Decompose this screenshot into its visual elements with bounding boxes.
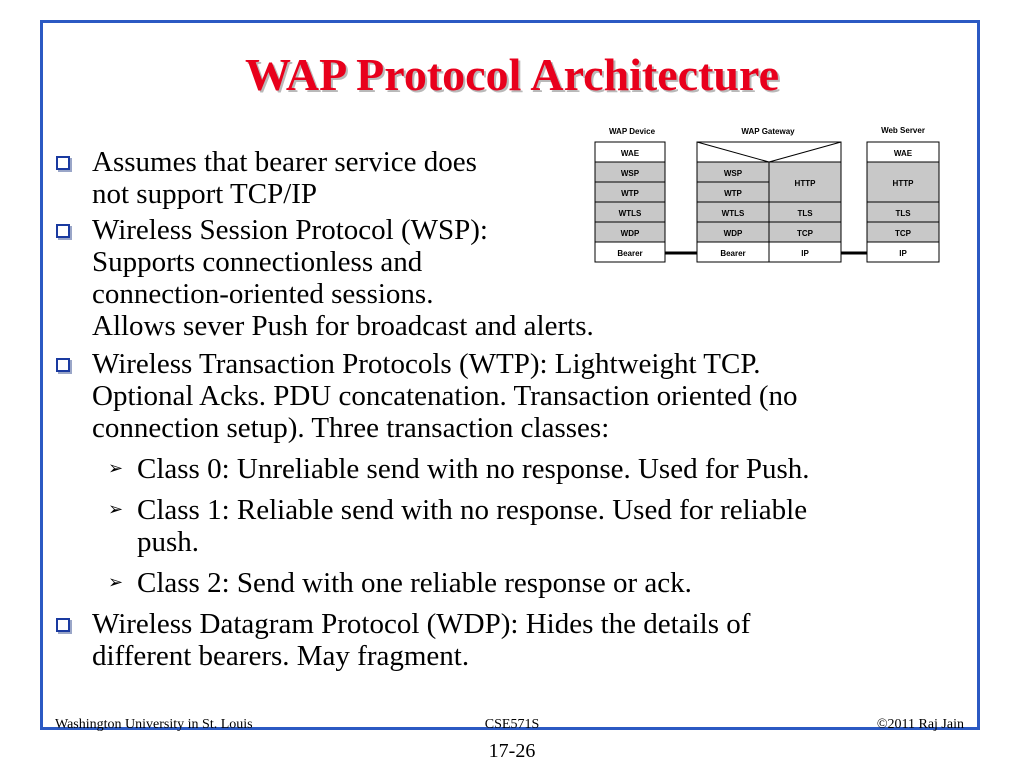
gateway-layer: WDP [723, 229, 743, 238]
footer-copyright: ©2011 Raj Jain [876, 717, 964, 732]
server-layer: TCP [895, 229, 911, 238]
bullet-line: Allows sever Push for broadcast and alerts. [92, 310, 594, 342]
bullet-item [56, 608, 946, 672]
gateway-layer: HTTP [794, 179, 816, 188]
bullet-item [56, 146, 946, 210]
gateway-layer: Bearer [720, 249, 746, 258]
arrow-bullet-icon: ➢ [108, 572, 124, 593]
bullet-item [56, 348, 946, 444]
server-layer: WAE [893, 149, 913, 158]
device-layer: WAE [620, 149, 640, 158]
device-layer: WSP [620, 169, 640, 178]
sub-bullet-line: Class 2: Send with one reliable response or ack. [137, 567, 692, 599]
server-layer: IP [899, 249, 907, 258]
sub-bullet-line: push. [137, 526, 200, 558]
device-layer: WTP [621, 189, 639, 198]
server-label: Web Server [881, 126, 925, 135]
sub-bullet-line: Class 1: Reliable send with no response. Used for reliable [137, 494, 808, 526]
bullet-line: connection setup). Three transaction classes: [92, 412, 610, 444]
gateway-label: WAP Gateway [741, 127, 795, 136]
bullet-line: Assumes that bearer service does [92, 146, 477, 178]
slide-title: WAP Protocol Architecture [245, 49, 779, 100]
gateway-layer: WTP [724, 189, 742, 198]
server-layer: TLS [895, 209, 911, 218]
bullet-line: Wireless Datagram Protocol (WDP): Hides the details of [92, 608, 751, 640]
bullet-item [56, 214, 946, 342]
bullet-line: not support TCP/IP [92, 178, 318, 210]
sub-bullet-item [56, 453, 946, 485]
gateway-layer: TCP [797, 229, 813, 238]
sub-bullet-line: Class 0: Unreliable send with no response. Used for Push. [137, 453, 810, 485]
server-layer: HTTP [892, 179, 914, 188]
device-layer: Bearer [617, 249, 643, 258]
gateway-layer: TLS [797, 209, 813, 218]
device-label: WAP Device [608, 127, 656, 136]
bullet-line: connection-oriented sessions. [92, 278, 434, 310]
footer-institution: Washington University in St. Louis [55, 717, 253, 732]
arrow-bullet-icon: ➢ [108, 458, 124, 479]
sub-bullet-item [56, 494, 946, 558]
bullet-line: different bearers. May fragment. [92, 640, 470, 672]
bullet-square-icon [56, 156, 70, 170]
slide-body [56, 146, 946, 672]
gateway-layer: WTLS [721, 209, 745, 218]
bullet-square-icon [56, 618, 70, 632]
bullet-line: Optional Acks. PDU concatenation. Transaction oriented (no [92, 380, 798, 412]
bullet-square-icon [56, 224, 70, 238]
bullet-line: Wireless Transaction Protocols (WTP): Lightweight TCP. [92, 348, 761, 380]
gateway-layer: IP [801, 249, 809, 258]
sub-bullet-item [56, 567, 946, 599]
bullet-line: Supports connectionless and [92, 246, 423, 278]
bullet-line: Wireless Session Protocol (WSP): [92, 214, 488, 246]
gateway-layer: WSP [723, 169, 743, 178]
footer-course: CSE571S [484, 717, 540, 732]
page-number: 17-26 [488, 740, 536, 762]
device-layer: WDP [620, 229, 640, 238]
arrow-bullet-icon: ➢ [108, 499, 124, 520]
device-layer: WTLS [618, 209, 642, 218]
bullet-square-icon [56, 358, 70, 372]
